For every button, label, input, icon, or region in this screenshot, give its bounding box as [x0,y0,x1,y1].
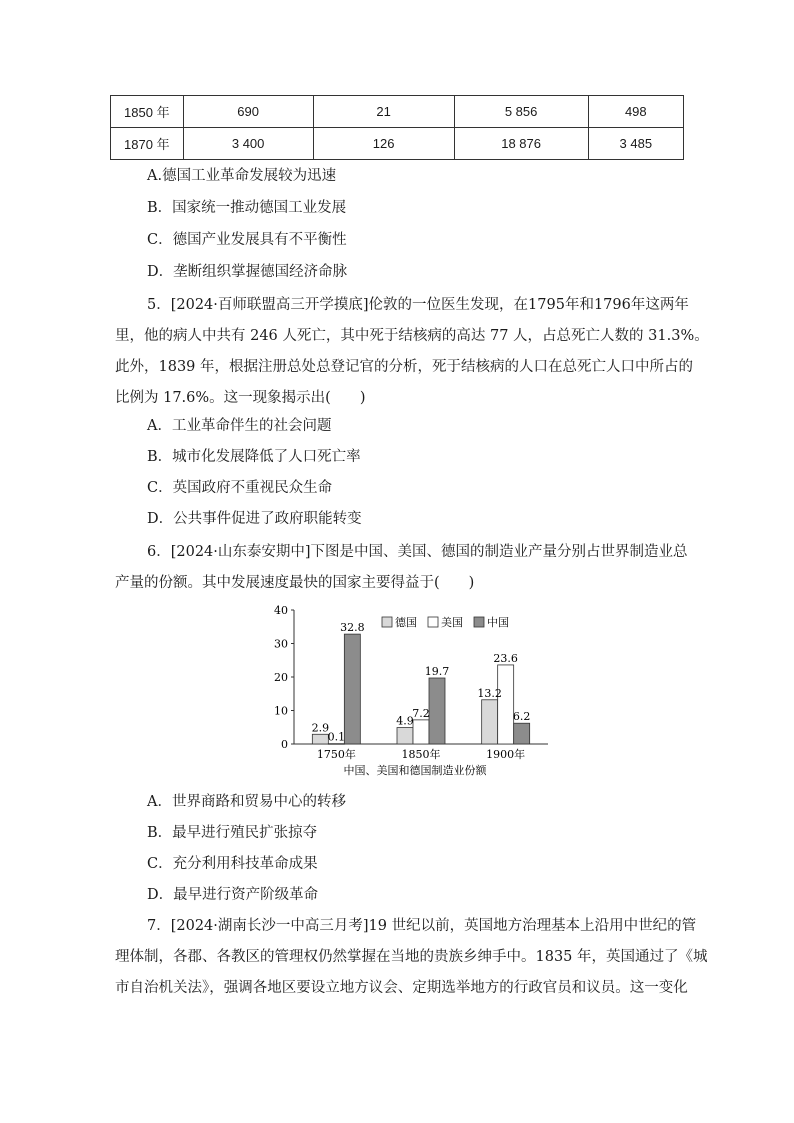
table-cell: 3 485 [588,128,683,160]
legend-label: 美国 [441,616,463,629]
data-label: 19.7 [424,665,450,679]
q5-line: 比例为 17.6%。这一现象揭示出( ) [115,390,366,406]
y-tick-label: 30 [274,637,288,651]
table-row [111,96,684,128]
bar [312,734,328,744]
legend [382,615,509,629]
q6-line: 6．[2024·山东泰安期中]下图是中国、美国、德国的制造业产量分别占世界制造业总 [147,544,688,560]
q6-option-d: D．最早进行资产阶级革命 [147,887,319,903]
y-tick-label: 40 [274,604,288,617]
bar [482,700,498,744]
legend-swatch [382,617,392,627]
q5-stem [115,290,709,414]
bar [498,665,514,744]
bar [328,744,344,745]
q4-option-a: A.德国工业革命发展较为迅速 [147,168,337,184]
data-label: 2.9 [311,721,330,735]
table-cell: 5 856 [454,96,588,128]
table-cell: 690 [183,96,313,128]
data-label: 0.1 [327,730,346,744]
q5-option-c: C．英国政府不重视民众生命 [147,480,333,496]
bar [514,723,530,744]
data-label: 4.9 [396,714,414,728]
y-tick-label: 0 [281,738,288,751]
q7-line: 理体制，各郡、各教区的管理权仍然掌握在当地的贵族乡绅手中。1835 年，英国通过了《城 [115,949,708,965]
q5-option-d: D．公共事件促进了政府职能转变 [147,511,362,527]
table-cell: 3 400 [183,128,313,160]
q7-line: 市自治机关法》，强调各地区要设立地方议会、定期选举地方的行政官员和议员。这一变化 [115,980,688,996]
q5-line: 里，他的病人中共有 246 人死亡，其中死于结核病的高达 77 人，占总死亡人数的 31.3%。 [115,328,709,344]
q5-option-b: B．城市化发展降低了人口死亡率 [147,449,361,465]
bar [413,720,429,744]
y-tick-label: 20 [274,671,288,684]
q7-line: 7．[2024·湖南长沙一中高三月考]19 世纪以前，英国地方治理基本上沿用中世纪的管 [147,918,697,934]
table-cell: 1850 年 [111,96,184,128]
q5-option-a: A．工业革命伴生的社会问题 [147,418,332,434]
q6-option-c: C．充分利用科技革命成果 [147,856,318,872]
bar [429,678,445,744]
bar [344,634,360,744]
q5-line: 5．[2024·百师联盟高三开学摸底]伦敦的一位医生发现，在1795年和1796年这两年 [147,297,689,313]
legend-label: 中国 [487,616,509,629]
bar [397,728,413,744]
data-label: 32.8 [340,621,365,635]
bar-chart [270,600,570,785]
q7-stem [115,911,708,1004]
q6-option-b: B．最早进行殖民扩张掠夺 [147,825,318,841]
x-tick-label: 1900年 [486,748,526,761]
table-cell: 18 876 [454,128,588,160]
table-cell: 21 [313,96,454,128]
y-tick-label: 10 [274,704,288,718]
legend-swatch [428,617,438,627]
data-table [110,95,684,160]
q5-line: 此外，1839 年，根据注册总处总登记官的分析，死于结核病的人口在总死亡人口中所占的 [115,359,694,375]
q6-option-a: A．世界商路和贸易中心的转移 [147,794,346,810]
table-cell: 498 [588,96,683,128]
table-row [111,128,684,160]
q6-line: 产量的份额。其中发展速度最快的国家主要得益于( ) [115,575,475,591]
data-label: 6.2 [512,710,531,724]
legend-label: 德国 [395,616,417,629]
x-tick-labels [317,747,525,761]
table-cell: 1870 年 [111,128,184,160]
y-ticks [274,604,294,751]
x-tick-label: 1850年 [401,748,441,761]
chart-title: 中国、美国和德国制造业份额 [343,764,487,777]
q4-option-d: D．垄断组织掌握德国经济命脉 [147,264,348,280]
data-label: 7.2 [412,706,430,720]
q6-stem [115,537,695,599]
table-cell: 126 [313,128,454,160]
legend-swatch [474,617,484,627]
data-label: 13.2 [477,686,502,700]
data-label: 23.6 [493,651,518,665]
q4-option-c: C．德国产业发展具有不平衡性 [147,232,347,248]
x-tick-label: 1750年 [316,748,356,761]
q4-option-b: B．国家统一推动德国工业发展 [147,200,347,216]
